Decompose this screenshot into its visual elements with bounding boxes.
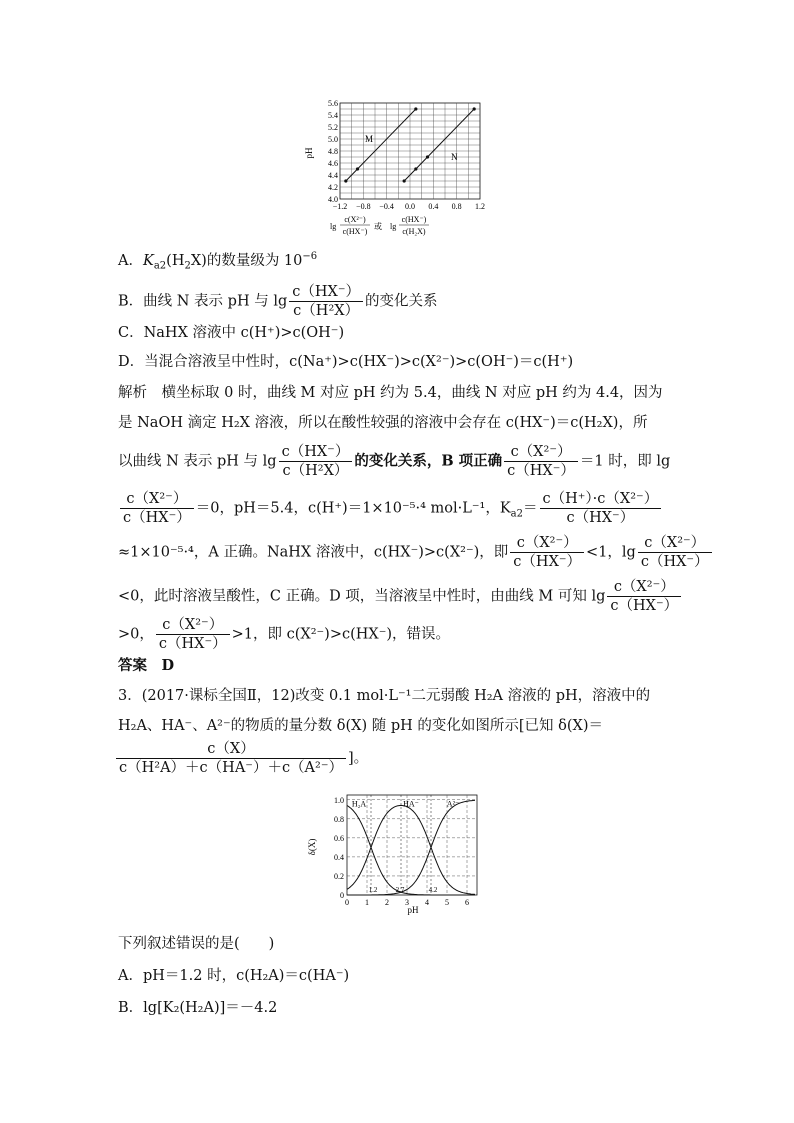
- y-tick-label: 5.6: [328, 99, 338, 108]
- y-tick-label: 4.6: [328, 159, 338, 168]
- data-point-N: [426, 155, 429, 158]
- x-tick-label: 0: [345, 898, 349, 907]
- y-tick-label: 4.2: [328, 183, 338, 192]
- y-tick-label: 0.2: [334, 871, 344, 881]
- analysis-line-7: >0， $\frac{\text{c（X²⁻）}}{c(HX^-)}$ >1，即 c(X²⁻)>c(HX⁻)，错误。: [118, 617, 451, 652]
- y-tick-label: 5.0: [328, 135, 338, 144]
- option-b: B．曲线 N 表示 pH 与 lg $\frac{c(HX^-)}{\text{c（H²X）}}$ 的变化关系: [118, 284, 438, 319]
- q3-option-a: A．pH＝1.2 时，c(H₂A)＝c(HA⁻): [118, 968, 350, 984]
- series-line-2: [347, 800, 475, 895]
- x-tick-label: 6: [465, 898, 469, 907]
- x-tick-label: 1.2: [475, 202, 485, 211]
- data-point-N: [473, 107, 476, 110]
- y-tick-label: 1.0: [334, 795, 344, 805]
- x-tick-label: 1: [365, 898, 369, 907]
- x-label-num-1: c(X²⁻): [344, 215, 366, 224]
- analysis-line-6: <0，此时溶液呈酸性，C 正确。D 项，当溶液呈中性时，由曲线 M 可知 lg $\frac{\text{c（X²⁻）}}{c(HX^-)}$: [118, 578, 683, 615]
- series-label-N: N: [451, 152, 458, 162]
- x-label-lg-2: lg: [390, 222, 397, 231]
- y-tick-label: 4.8: [328, 147, 338, 156]
- series-label: HA⁻: [403, 799, 419, 809]
- y-axis-label: δ(X): [307, 838, 317, 856]
- data-point-M: [344, 179, 347, 182]
- x-tick-label: 0.0: [405, 202, 415, 211]
- x-axis-label: pH: [407, 905, 419, 915]
- x-label-or: 或: [374, 222, 382, 231]
- series-label: A²⁻: [446, 799, 460, 809]
- y-tick-label: 4.4: [328, 171, 338, 180]
- data-point-M: [414, 107, 417, 110]
- data-point-N: [403, 179, 406, 182]
- x-tick-label: 3: [405, 898, 409, 907]
- x-tick-label: 5: [445, 898, 449, 907]
- x-label-num-2: c(HX⁻): [401, 215, 427, 224]
- data-point-M: [356, 167, 359, 170]
- x-label-den-2: c(H₂X): [402, 227, 426, 236]
- analysis-line-2: 是 NaOH 滴定 H₂X 溶液，所以在酸性较强的溶液中会存在 c(HX⁻)＝c(H₂X)，所: [118, 415, 648, 431]
- analysis-line-3: 以曲线 N 表示 pH 与 lg $\frac{c(HX^-)}{\text{c（H²X）}}$ 的变化关系，B 项正确 $\frac{\text{c（X²⁻）}}{c(HX^-)}$ ＝1 时，即 lg: [118, 444, 671, 479]
- q3-ask: 下列叙述错误的是( ): [118, 936, 275, 952]
- series-label-M: M: [365, 134, 374, 144]
- q3-stem-1: 3．(2017·课标全国Ⅱ，12)改变 0.1 mol·L⁻¹二元弱酸 H₂A 溶液的 pH，溶液中的: [118, 688, 651, 704]
- series-line-0: [347, 805, 475, 895]
- data-point-N: [414, 167, 417, 170]
- analysis-line-1: 解析 横坐标取 0 时，曲线 M 对应 pH 约为 5.4，曲线 N 对应 pH 约为 4.4，因为: [118, 385, 663, 401]
- x-axis-label: [330, 215, 429, 236]
- chart-ph-vs-lg-ratio: [300, 95, 500, 243]
- x-tick-label: 4: [425, 898, 429, 907]
- series-line-1: [347, 805, 475, 894]
- option-c: C．NaHX 溶液中 c(H⁺)>c(OH⁻): [118, 325, 345, 341]
- x-tick-label: 2: [385, 898, 389, 907]
- y-tick-label: 4.0: [328, 195, 338, 204]
- option-a: A．$K_{a2}(H_2X)$的数量级为 $10^{-6}$: [118, 251, 318, 272]
- answer: 答案 D: [118, 657, 175, 674]
- analysis-line-5: ≈1×10⁻⁵·⁴，A 正确。NaHX 溶液中，c(HX⁻)>c(X²⁻)，即 $\frac{\text{c（X²⁻）}}{c(HX^-)}$ <1，lg $\frac{\text{c（X²⁻）}}{c(HX^-)}$: [118, 534, 714, 571]
- x-tick-label: 0.4: [428, 202, 439, 211]
- y-axis-label: pH: [304, 147, 314, 159]
- y-tick-label: 5.4: [328, 111, 338, 120]
- annotation-label: 2.7: [395, 886, 405, 894]
- analysis-line-4: $\frac{\text{c（X²⁻）}}{c(HX^-)}$ ＝0，pH＝5.4，c(H⁺)＝1×10⁻⁵·⁴ mol·L⁻¹，$K_{a2}=$ $\frac{\text{c（H⁺）·c（X²⁻）}}{c(HX^-)}$: [118, 490, 663, 527]
- x-tick-label: 0.8: [451, 202, 462, 211]
- q3-option-b: B．lg[K₂(H₂A)]＝－4.2: [118, 1000, 278, 1016]
- q3-delta-fraction: $\frac{c(X)}{\text{c（H²A）＋c（HA⁻）＋c（A²⁻）}}$ ]。: [118, 740, 368, 777]
- chart-delta-vs-ph: [305, 787, 485, 917]
- y-tick-label: 0: [340, 891, 344, 900]
- x-tick-label: −0.4: [379, 202, 394, 211]
- y-tick-label: 5.2: [328, 123, 338, 132]
- y-tick-label: 0.6: [334, 833, 344, 843]
- y-tick-label: 0.4: [334, 852, 344, 862]
- option-d: D．当混合溶液呈中性时，c(Na⁺)>c(HX⁻)>c(X²⁻)>c(OH⁻)＝c(H⁺): [118, 354, 574, 370]
- annotation-label: 4.2: [428, 886, 438, 894]
- x-label-lg-1: lg: [330, 222, 337, 231]
- x-label-den-1: c(HX⁻): [342, 227, 368, 236]
- y-tick-label: 0.8: [334, 814, 344, 824]
- x-tick-label: −1.2: [332, 202, 348, 211]
- series-label: H₂A: [351, 799, 367, 809]
- annotation-label: 1.2: [368, 886, 378, 894]
- x-tick-label: −0.8: [356, 202, 371, 211]
- q3-stem-2: H₂A、HA⁻、A²⁻的物质的量分数 δ(X) 随 pH 的变化如图所示[已知 δ(X)＝: [118, 718, 603, 734]
